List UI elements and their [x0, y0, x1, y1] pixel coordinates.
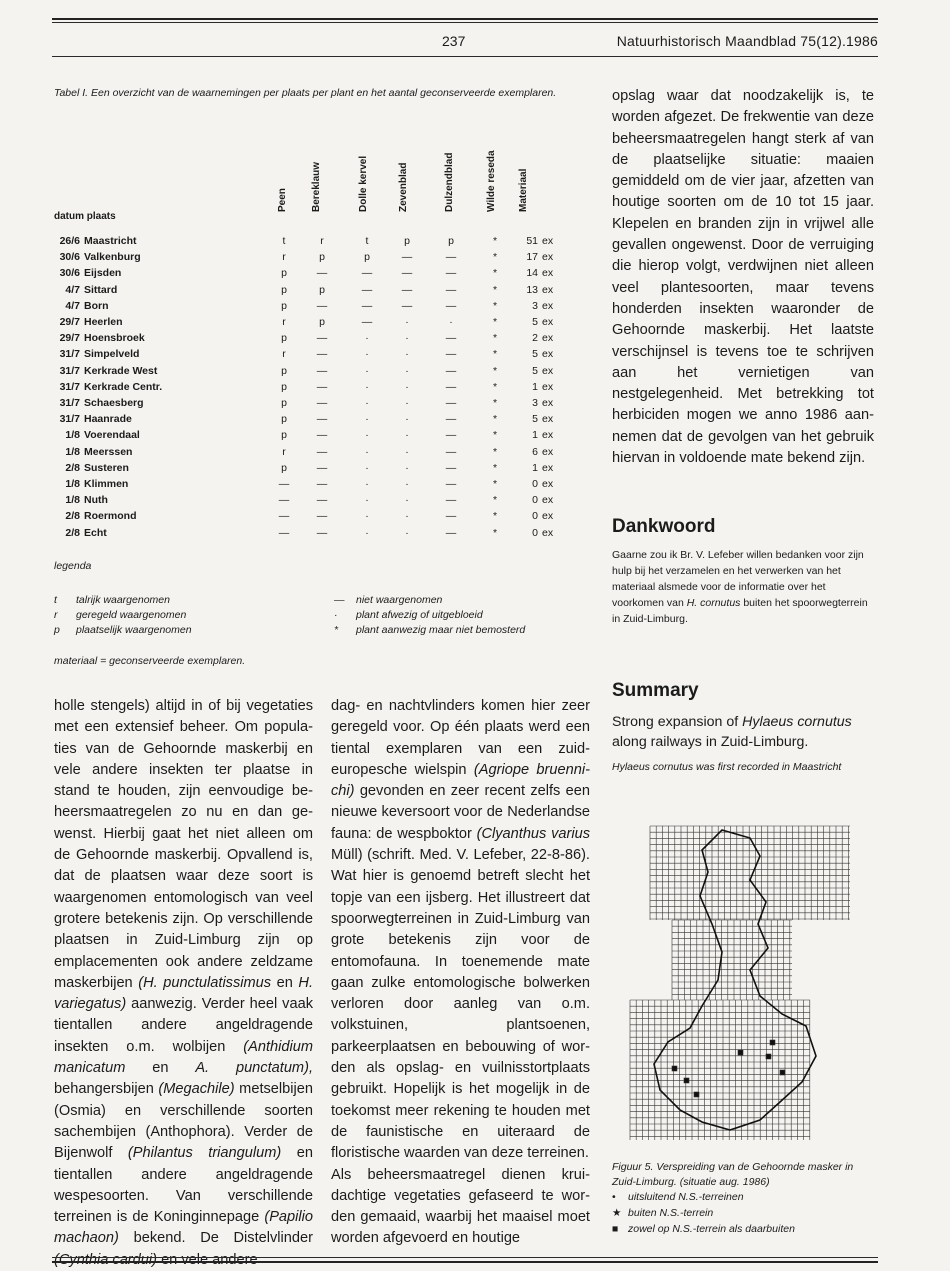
row-count: 0: [532, 494, 538, 507]
table-row: [54, 300, 574, 316]
row-mark: p: [319, 251, 325, 264]
row-mark: p: [404, 235, 410, 247]
top-rule: [52, 18, 878, 20]
row-place: Nuth: [84, 494, 108, 507]
column-header: Dolle kervel: [358, 155, 369, 212]
row-mark: —: [278, 526, 290, 539]
row-place: Kerkrade Centr.: [84, 380, 163, 393]
row-unit: ex: [542, 494, 554, 507]
datum-plaats-header: datum plaats: [54, 211, 116, 222]
row-unit: ex: [542, 348, 554, 361]
row-mark: —: [316, 526, 328, 539]
page-number: 237: [442, 33, 466, 49]
row-mark: —: [361, 316, 373, 328]
row-mark: *: [492, 251, 498, 264]
row-unit: ex: [542, 332, 554, 345]
row-mark: ·: [405, 413, 409, 426]
row-date: 4/7: [65, 283, 80, 296]
table-row: [54, 478, 574, 494]
row-mark: *: [492, 283, 498, 296]
row-mark: —: [316, 380, 328, 393]
row-mark: —: [316, 445, 328, 458]
row-place: Echt: [84, 526, 107, 539]
row-mark: ·: [365, 478, 369, 490]
row-mark: ·: [405, 478, 409, 490]
row-mark: ·: [365, 332, 369, 345]
row-date: 31/7: [59, 397, 80, 409]
table-row: [54, 462, 574, 478]
row-place: Meerssen: [84, 445, 133, 458]
row-mark: —: [361, 283, 373, 296]
figure-legend-item: • uitsluitend N.S.-terreinen: [612, 1191, 744, 1203]
row-date: 2/8: [65, 510, 80, 523]
row-mark: —: [401, 251, 413, 264]
row-unit: ex: [542, 413, 554, 426]
figure-legend-item: ■ zowel op N.S.-terrein als daarbuiten: [612, 1223, 795, 1235]
summary-text: Hylaeus cornutus was first recorded in Maastricht: [612, 761, 842, 773]
row-mark: —: [445, 526, 457, 539]
row-place: Valkenburg: [84, 251, 141, 264]
row-place: Schaesberg: [84, 397, 144, 409]
row-mark: ·: [405, 494, 409, 507]
row-unit: ex: [542, 461, 554, 474]
row-date: 26/6: [59, 235, 80, 247]
legend-item: p plaatselijk waargenomen: [54, 624, 192, 636]
row-mark: ·: [365, 429, 369, 442]
row-mark: ·: [405, 316, 409, 328]
row-mark: ·: [365, 461, 369, 474]
row-mark: ·: [449, 316, 453, 328]
row-count: 1: [532, 461, 538, 474]
column-header: Materiaal: [518, 168, 529, 212]
row-mark: t: [282, 235, 286, 247]
legend-title: legenda: [54, 560, 92, 572]
row-place: Voerendaal: [84, 429, 140, 442]
header-rule: [52, 56, 878, 57]
legend-item: * plant aanwezig maar niet bemosterd: [334, 624, 526, 636]
row-unit: ex: [542, 267, 554, 280]
row-mark: ·: [405, 510, 409, 523]
figure-caption: Figuur 5. Verspreiding van de Gehoornde masker in Zuid-Limburg. (situatie aug. 1986): [612, 1161, 854, 1188]
table-row: [54, 381, 574, 397]
figure-legend-item: ★ buiten N.S.-terrein: [612, 1207, 714, 1219]
row-count: 1: [532, 429, 538, 442]
legend-item: t talrijk waargenomen: [54, 594, 170, 606]
row-place: Kerkrade West: [84, 364, 158, 377]
row-date: 31/7: [59, 380, 80, 393]
row-date: 31/7: [59, 348, 80, 361]
row-mark: *: [492, 235, 498, 247]
row-mark: —: [445, 348, 457, 361]
row-mark: —: [316, 267, 328, 280]
row-count: 5: [532, 316, 538, 328]
row-unit: ex: [542, 429, 554, 442]
row-mark: t: [365, 235, 369, 247]
row-count: 5: [532, 348, 538, 361]
row-place: Sittard: [84, 283, 118, 296]
row-date: 1/8: [65, 445, 80, 458]
row-mark: —: [445, 510, 457, 523]
table-row: [54, 365, 574, 381]
row-mark: p: [281, 429, 287, 442]
row-mark: *: [492, 332, 498, 345]
row-mark: —: [445, 332, 457, 345]
table-row: [54, 348, 574, 364]
row-mark: ·: [405, 526, 409, 539]
row-count: 13: [526, 283, 538, 296]
row-date: 1/8: [65, 494, 80, 507]
map-svg: [610, 820, 872, 1155]
row-mark: ·: [365, 413, 369, 426]
row-mark: —: [316, 461, 328, 474]
table-row: [54, 316, 574, 332]
row-mark: p: [281, 413, 287, 426]
table-row: [54, 446, 574, 462]
row-date: 2/8: [65, 526, 80, 539]
row-count: 0: [532, 478, 538, 490]
row-count: 6: [532, 445, 538, 458]
row-mark: r: [282, 348, 286, 361]
row-unit: ex: [542, 251, 554, 264]
row-mark: *: [492, 348, 498, 361]
row-mark: —: [445, 283, 457, 296]
row-mark: —: [316, 510, 328, 523]
row-mark: p: [281, 267, 287, 280]
row-mark: —: [361, 299, 373, 312]
row-mark: ·: [365, 397, 369, 409]
row-date: 4/7: [65, 299, 80, 312]
top-rule-thin: [52, 22, 878, 23]
row-mark: —: [445, 251, 457, 264]
row-count: 0: [532, 526, 538, 539]
row-mark: p: [319, 316, 325, 328]
row-mark: —: [316, 332, 328, 345]
row-mark: *: [492, 413, 498, 426]
row-mark: p: [364, 251, 370, 264]
row-mark: p: [281, 299, 287, 312]
body-column-3: opslag waar dat noodzakelijk is, te worden afgezet. De frekwentie van deze beheersmaatregelen hangt sterk af van de plaatselijke situatie: maaien gemiddeld om de vier jaar, afzetten van houtige soorten om de 10 tot 15 jaar. Klepelen en branden zijn in vrijwel alle gevallen ongewenst. Door de verruiging die hierop volgt, verdwijnen niet alleen veel plantesoorten, maar tevens honderden insekten waaronder de Gehoornde maskerbij. Het laatste verschijnsel is tevens toe te schrijven aan het vernietigen van nestgelegenheid. Met betrekking tot herbiciden mogen we anno 1986 aannemen dat de gevolgen van het gebruik hiervan in voldoende mate bekend zijn.: [612, 88, 874, 467]
row-mark: —: [445, 429, 457, 442]
row-date: 29/7: [59, 332, 80, 345]
row-mark: p: [281, 283, 287, 296]
row-mark: —: [445, 494, 457, 507]
row-mark: ·: [365, 494, 369, 507]
row-mark: *: [492, 478, 498, 490]
row-place: Simpelveld: [84, 348, 140, 361]
row-unit: ex: [542, 283, 554, 296]
row-mark: ·: [405, 348, 409, 361]
row-mark: *: [492, 316, 498, 328]
row-place: Haanrade: [84, 413, 132, 426]
row-count: 14: [526, 267, 538, 280]
row-mark: *: [492, 445, 498, 458]
row-mark: *: [492, 510, 498, 523]
row-date: 30/6: [59, 267, 80, 280]
row-mark: —: [316, 364, 328, 377]
row-place: Heerlen: [84, 316, 123, 328]
column-header: Peen: [277, 188, 288, 212]
table-row: [54, 251, 574, 267]
row-mark: —: [316, 397, 328, 409]
row-count: 1: [532, 380, 538, 393]
row-count: 0: [532, 510, 538, 523]
row-mark: ·: [405, 429, 409, 442]
row-mark: r: [282, 445, 286, 458]
row-unit: ex: [542, 364, 554, 377]
row-place: Hoensbroek: [84, 332, 145, 345]
row-mark: —: [316, 299, 328, 312]
row-count: 2: [532, 332, 538, 345]
row-mark: —: [316, 494, 328, 507]
row-mark: p: [281, 332, 287, 345]
row-count: 5: [532, 364, 538, 377]
column-header: Zevenblad: [398, 162, 409, 212]
row-mark: —: [445, 478, 457, 490]
row-mark: *: [492, 299, 498, 312]
row-mark: —: [278, 478, 290, 490]
row-date: 31/7: [59, 364, 80, 377]
row-mark: —: [445, 364, 457, 377]
row-mark: r: [282, 316, 286, 328]
row-unit: ex: [542, 478, 554, 490]
row-mark: p: [281, 397, 287, 409]
row-mark: p: [281, 461, 287, 474]
table-row: [54, 235, 574, 251]
table-row: [54, 413, 574, 429]
row-mark: ·: [365, 526, 369, 539]
summary-title: Strong expansion of Hylaeus cornutus along railways in Zuid-Limburg.: [612, 714, 852, 750]
row-mark: p: [281, 380, 287, 393]
row-count: 3: [532, 397, 538, 409]
table-row: [54, 397, 574, 413]
row-unit: ex: [542, 510, 554, 523]
row-mark: r: [282, 251, 286, 264]
row-date: 1/8: [65, 478, 80, 490]
bottom-rule: [52, 1257, 878, 1258]
row-unit: ex: [542, 299, 554, 312]
legend-item: · plant afwezig of uitgebloeid: [334, 609, 483, 621]
column-header: Bereklauw: [311, 161, 322, 212]
dankwoord-text: Gaarne zou ik Br. V. Lefeber willen bedanken voor zijn hulp bij het verzamelen en het verwerken van het materiaal alsmede voor de informatie over het voorkomen van H. cornutus buiten het spoorwegterrein in Zuid-Limburg.: [612, 549, 868, 625]
table-row: [54, 267, 574, 283]
table-row: [54, 510, 574, 526]
row-mark: *: [492, 461, 498, 474]
distribution-map: [610, 820, 872, 1155]
table-row: [54, 494, 574, 510]
row-place: Susteren: [84, 461, 129, 474]
row-mark: ·: [405, 461, 409, 474]
bottom-rule-thick: [52, 1261, 878, 1263]
row-place: Maastricht: [84, 235, 137, 247]
row-mark: p: [281, 364, 287, 377]
row-count: 51: [526, 235, 538, 247]
body-column-2: dag- en nachtvlinders komen hier zeer geregeld voor. Op één plaats werd een tiental exemplaren van een zuideuropesche wielspin (Agriope bruennichi) gevonden en zeer recent zelfs een nieuwe keversoort voor de Nederlandse fauna: de wespboktor (Clyanthus varius Müll) (schrift. Med. V. Lefeber, 22-8-86). Wat hier is genoemd betreft slecht het topje van een ijsberg. Het illustreert dat spoorwegterreinen in Zuid-Limburg van grote betekenis zijn voor de entomofauna. In toenemende mate gaan zulke entomologische bolwerken verloren door aanleg van o.m. volkstuinen, plantsoenen, parkeerplaatsen en bebouwing of worden als opslag- en vuilnisstortplaats gebruikt. Hopelijk is het mogelijk in de toekomst meer rekening te houden met de faunistische en uiteraard de floristische waarden van deze terreinen. Als beheersmaatregel dienen kruidachtige vegetaties gefaseerd te worden gemaaid, waarbij het maaisel moet worden afgevoerd en houtige: [331, 698, 590, 1247]
row-place: Eijsden: [84, 267, 122, 280]
row-mark: —: [445, 299, 457, 312]
row-mark: p: [448, 235, 454, 247]
row-mark: ·: [365, 348, 369, 361]
row-mark: ·: [365, 380, 369, 393]
row-mark: —: [445, 413, 457, 426]
table-row: [54, 332, 574, 348]
column-header: Dulzendblad: [444, 152, 455, 212]
row-mark: —: [316, 413, 328, 426]
row-mark: —: [316, 429, 328, 442]
row-date: 30/6: [59, 251, 80, 264]
table-row: [54, 527, 574, 543]
row-unit: ex: [542, 380, 554, 393]
row-mark: ·: [365, 445, 369, 458]
row-date: 1/8: [65, 429, 80, 442]
row-mark: ·: [405, 364, 409, 377]
row-mark: *: [492, 380, 498, 393]
journal-title: Natuurhistorisch Maandblad 75(12).1986: [616, 33, 878, 49]
row-mark: p: [319, 283, 325, 296]
row-mark: —: [445, 397, 457, 409]
row-mark: —: [361, 267, 373, 280]
row-mark: —: [401, 283, 413, 296]
legend-item: r geregeld waargenomen: [54, 609, 187, 621]
row-unit: ex: [542, 316, 554, 328]
row-mark: —: [401, 299, 413, 312]
row-mark: —: [445, 380, 457, 393]
row-date: 31/7: [59, 413, 80, 426]
row-mark: *: [492, 364, 498, 377]
table-row: [54, 284, 574, 300]
row-mark: *: [492, 397, 498, 409]
dankwoord-heading: Dankwoord: [612, 516, 716, 537]
row-count: 17: [526, 251, 538, 264]
table-caption: Tabel I. Een overzicht van de waarnemingen per plaats per plant en het aantal geconserveerde exemplaren.: [54, 87, 557, 99]
row-place: Born: [84, 299, 109, 312]
row-unit: ex: [542, 397, 554, 409]
row-mark: —: [278, 510, 290, 523]
row-mark: —: [445, 461, 457, 474]
materiaal-note: materiaal = geconserveerde exemplaren.: [54, 655, 246, 667]
row-place: Klimmen: [84, 478, 129, 490]
row-mark: ·: [405, 380, 409, 393]
row-mark: ·: [365, 364, 369, 377]
table-row: [54, 429, 574, 445]
row-date: 29/7: [59, 316, 80, 328]
row-mark: ·: [405, 332, 409, 345]
row-count: 5: [532, 413, 538, 426]
row-mark: *: [492, 267, 498, 280]
row-mark: —: [278, 494, 290, 507]
row-mark: *: [492, 526, 498, 539]
column-header: Wilde reseda: [486, 150, 497, 212]
row-place: Roermond: [84, 510, 137, 523]
row-unit: ex: [542, 526, 554, 539]
row-mark: ·: [405, 397, 409, 409]
row-mark: —: [445, 445, 457, 458]
row-mark: —: [316, 478, 328, 490]
row-date: 2/8: [65, 461, 80, 474]
row-count: 3: [532, 299, 538, 312]
summary-heading: Summary: [612, 680, 699, 701]
row-mark: r: [320, 235, 324, 247]
row-mark: —: [316, 348, 328, 361]
legend-item: — niet waargenomen: [334, 594, 443, 606]
row-mark: *: [492, 429, 498, 442]
row-mark: —: [445, 267, 457, 280]
row-unit: ex: [542, 445, 554, 458]
row-mark: —: [401, 267, 413, 280]
row-unit: ex: [542, 235, 554, 247]
row-mark: *: [492, 494, 498, 507]
row-mark: ·: [405, 445, 409, 458]
body-column-1: holle stengels) altijd in of bij vegetaties met een extensief beheer. Om populaties van de Gehoornde maskerbij en vele andere insekten ter plaatse in stand te houden, zijn eenvoudige beheersmaatregelen zo nu en dan gewenst. Hierbij gaat het niet alleen om de Gehoornde maskerbij. Opvallend is, dat de plaatsen waar deze soort is waargenomen entomologisch van veel grotere betekenis zijn. Op verschillende plaatsen in Zuid-Limburg zijn op emplacementen ook andere zeldzame maskerbijen (H. punctulatissimus en H. variegatus) aanwezig. Verder heel vaak tientallen andere angeldragende insekten o.m. wolbijen (Anthidium manicatum en A. punctatum), behangersbijen (Megachile) metselbijen (Osmia) en verschillende soorten sachembijen (Anthophora). Verder de Bijenwolf (Philantus triangulum) en tientallen andere angeldragende wespesoorten. Van verschillende terreinen is de Koninginnepage (Papilio machaon) bekend. De Distelvlinder (Cynthia cardui) en vele andere: [54, 698, 314, 1268]
row-mark: ·: [365, 510, 369, 523]
